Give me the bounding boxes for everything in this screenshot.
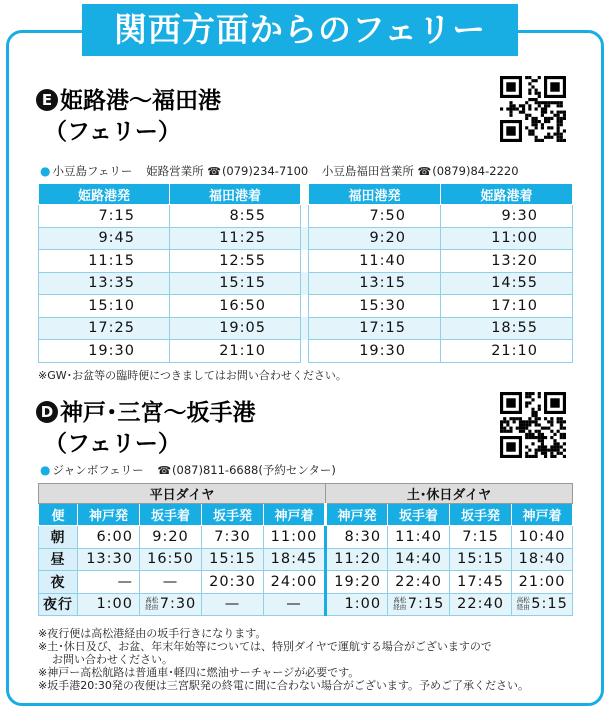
table-cell: 20:30 [202,571,264,594]
table-gap [301,227,309,250]
table-cell: 高松経由 7:15 [388,593,450,616]
table-cell: 19:20 [326,571,388,594]
table-cell: 11:40 [309,250,441,273]
table-cell: 19:30 [39,340,170,363]
table-cell: 1:00 [326,593,388,616]
table-cell: — [264,593,326,616]
table-cell: 13:20 [441,250,573,273]
table-cell: 22:40 [450,593,512,616]
phone-number[interactable]: (0879)84-2220 [432,164,519,178]
table-cell: 18:55 [441,317,573,340]
table-cell: 17:15 [309,317,441,340]
contact-line [40,462,336,478]
section-badge: D [36,401,58,423]
table-cell: 19:05 [170,317,301,340]
row-label: 夜 [39,571,78,594]
section-badge: E [36,89,58,111]
table-cell: 9:30 [441,205,573,228]
column-header-bin: 便 [39,504,78,526]
table-cell: 22:40 [388,571,450,594]
table-cell: 13:35 [39,272,170,295]
table-cell: 13:15 [309,272,441,295]
table-cell: 17:45 [450,571,512,594]
table-cell: 17:10 [441,295,573,318]
table-gap [301,272,309,295]
table-cell: 11:00 [264,526,326,549]
table-cell: 21:10 [170,340,301,363]
table-gap [301,295,309,318]
table-cell: 17:25 [39,317,170,340]
table-cell: — [140,571,202,594]
column-header: 姫路港発 [39,184,170,205]
company-name: ジャンボフェリー [52,463,144,477]
table-cell: 11:40 [388,526,450,549]
table-gap [301,250,309,273]
note-text: ※土･休日及び、お盆、年末年始等については、特別ダイヤで運航する場合がございますので [38,640,492,653]
table-cell: 11:00 [441,227,573,250]
section-title-text: 神戸･三宮〜坂手港 [60,400,256,426]
column-header: 福田港発 [309,184,441,205]
table-row [39,571,573,594]
section-subtitle: （フェリー） [44,119,181,145]
table-cell: 12:55 [170,250,301,273]
phone-number[interactable]: (079)234-7100 [221,164,309,178]
table-cell: 14:40 [388,548,450,571]
table-cell: 15:30 [309,295,441,318]
note-text: ※坂手港20:30発の夜便は三宮駅発の終電に間に合わない場合がございます。予めご了承ください。 [38,679,530,692]
table-cell: 高松経由 5:15 [512,593,573,616]
table-cell: 7:15 [450,526,512,549]
table-row [39,548,573,571]
table-cell: 15:15 [450,548,512,571]
table-cell: 7:15 [39,205,170,228]
table-cell: 高松経由 7:30 [140,593,202,616]
table-cell: 16:50 [140,548,202,571]
table-cell: 8:55 [170,205,301,228]
group-header-weekday: 平日ダイヤ [39,484,326,504]
section-subtitle: （フェリー） [44,431,181,457]
column-header: 神戸発 [326,504,388,526]
phone-icon: ☎ [157,464,172,477]
table-cell: 9:45 [39,227,170,250]
table-cell: 21:00 [512,571,573,594]
office-name: 姫路営業所 [146,164,204,178]
office-name: 小豆島福田営業所 [321,164,414,178]
column-header: 坂手着 [140,504,202,526]
row-label: 朝 [39,526,78,549]
column-header: 神戸着 [512,504,573,526]
table-gap [301,184,309,205]
table-cell: 21:10 [441,340,573,363]
section-title-himeji-fukuda [36,86,221,148]
column-header: 坂手発 [450,504,512,526]
row-label: 夜行 [39,593,78,616]
note-text: お問い合わせください。 [52,653,173,666]
table-cell: 7:50 [309,205,441,228]
phone-icon: ☎ [207,165,221,178]
section-title-text: 姫路港〜福田港 [60,88,221,114]
table-cell: — [78,571,140,594]
table-cell: 6:00 [78,526,140,549]
table-row [39,272,573,295]
notes-block [38,627,529,692]
via-takamatsu-label: 高松経由 [393,596,407,612]
column-header: 姫路港着 [441,184,573,205]
table-cell: — [202,593,264,616]
table-cell: 8:30 [326,526,388,549]
group-header-holiday: 土･休日ダイヤ [326,484,573,504]
section-title-kobe-sakate [36,398,256,460]
timetable-kobe-sakate [38,483,573,616]
table-row [39,593,573,616]
note-text: ※神戸ー高松航路は普通車･軽四に燃油サーチャージが必要です。 [38,666,360,679]
table-cell: 11:20 [326,548,388,571]
via-takamatsu-label: 高松経由 [145,596,159,612]
table-cell: 16:50 [170,295,301,318]
table-cell: 10:40 [512,526,573,549]
phone-icon: ☎ [417,165,432,178]
qr-code-icon[interactable] [500,76,566,142]
table-cell: 18:45 [264,548,326,571]
table-cell: 18:40 [512,548,573,571]
table-cell: 15:15 [202,548,264,571]
table-gap [301,205,309,228]
bullet-icon: ● [40,463,51,477]
page-title: 関西方面からのフェリー [82,4,518,56]
table-cell: 9:20 [309,227,441,250]
table-cell: 15:10 [39,295,170,318]
column-header: 福田港着 [170,184,301,205]
column-header: 神戸発 [78,504,140,526]
table-row [39,205,573,228]
timetable-himeji-fukuda [38,183,573,363]
table-cell: 14:55 [441,272,573,295]
column-header: 神戸着 [264,504,326,526]
phone-number[interactable]: (087)811-6688(予約センター) [172,463,336,477]
table-row [39,227,573,250]
note-text: ※GW･お盆等の臨時便につきましてはお問い合わせください。 [38,369,347,382]
contact-line [40,163,519,179]
via-takamatsu-label: 高松経由 [516,596,530,612]
table-cell: 11:25 [170,227,301,250]
table-gap [301,340,309,363]
table-cell: 24:00 [264,571,326,594]
table-row [39,526,573,549]
table-cell: 13:30 [78,548,140,571]
table-gap [301,317,309,340]
table-row [39,250,573,273]
table-cell: 7:30 [202,526,264,549]
row-label: 昼 [39,548,78,571]
table-cell: 15:15 [170,272,301,295]
table-cell: 11:15 [39,250,170,273]
table-cell: 19:30 [309,340,441,363]
table-row [39,295,573,318]
table-row [39,340,573,363]
table-cell: 1:00 [78,593,140,616]
column-header: 坂手着 [388,504,450,526]
note-text: ※夜行便は高松港経由の坂手行きになります。 [38,627,267,640]
qr-code-icon[interactable] [500,392,566,458]
table-cell: 9:20 [140,526,202,549]
table-row [39,317,573,340]
column-header: 坂手発 [202,504,264,526]
bullet-icon: ● [40,164,51,178]
company-name: 小豆島フェリー [52,164,133,178]
